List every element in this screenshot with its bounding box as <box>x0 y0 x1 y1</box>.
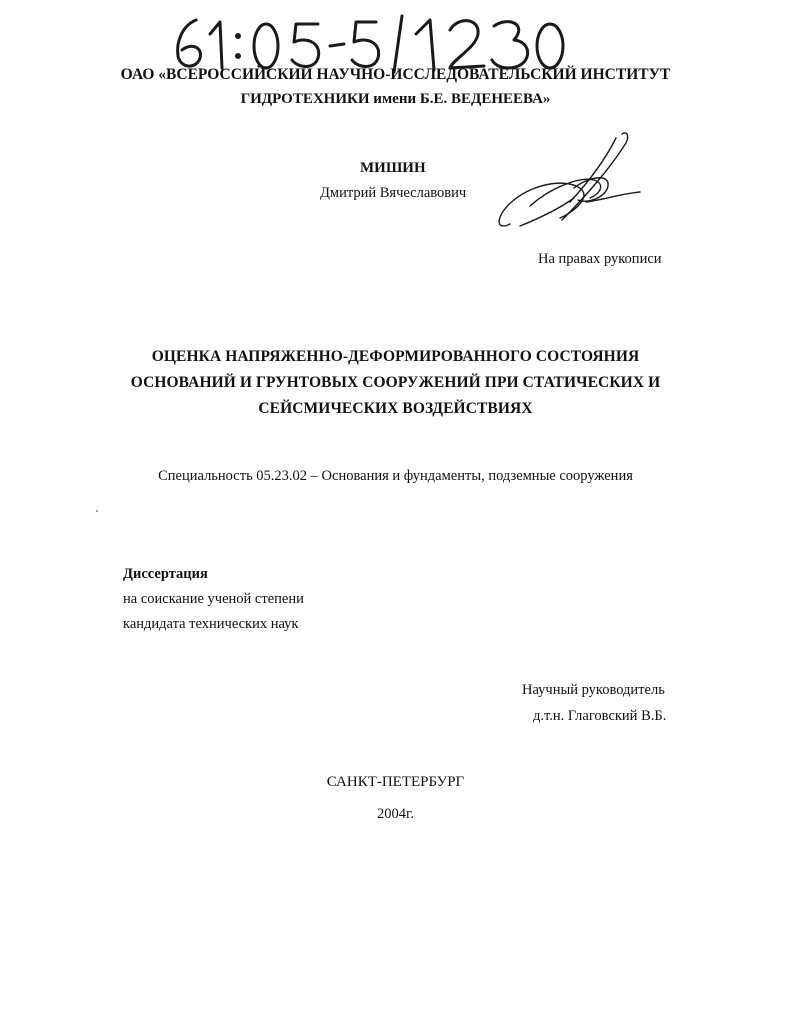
author-given-names: Дмитрий Вячеславович <box>320 185 467 201</box>
scan-speck <box>96 510 98 512</box>
dissertation-title-line-1: ОЦЕНКА НАПРЯЖЕННО-ДЕФОРМИРОВАННОГО СОСТОЯНИЯ <box>151 348 640 365</box>
author-signature <box>490 128 650 238</box>
author-surname: МИШИН <box>360 160 426 176</box>
dissertation-heading: Диссертация <box>123 566 208 582</box>
city: САНКТ-ПЕТЕРБУРГ <box>326 774 465 790</box>
dissertation-title-line-3: СЕЙСМИЧЕСКИХ ВОЗДЕЙСТВИЯХ <box>258 400 533 417</box>
supervisor-role: Научный руководитель <box>522 682 665 698</box>
supervisor-name: д.т.н. Глаговский В.Б. <box>533 708 667 724</box>
organization-name-line-1: ОАО «ВСЕРОССИЙСКИЙ НАУЧНО-ИССЛЕДОВАТЕЛЬСКИЙ ИНСТИТУТ <box>120 66 671 83</box>
dissertation-purpose-line-2: кандидата технических наук <box>123 616 299 632</box>
specialty-line: Специальность 05.23.02 – Основания и фундаменты, подземные сооружения <box>158 468 633 484</box>
handwritten-archive-number <box>168 12 568 74</box>
organization-name-line-2: ГИДРОТЕХНИКИ имени Б.Е. ВЕДЕНЕЕВА» <box>240 91 551 107</box>
dissertation-purpose-line-1: на соискание ученой степени <box>123 591 304 607</box>
dissertation-title-line-2: ОСНОВАНИЙ И ГРУНТОВЫХ СООРУЖЕНИЙ ПРИ СТАТИЧЕСКИХ И <box>130 374 661 391</box>
manuscript-rights-note: На правах рукописи <box>538 251 662 267</box>
year: 2004г. <box>377 806 414 822</box>
